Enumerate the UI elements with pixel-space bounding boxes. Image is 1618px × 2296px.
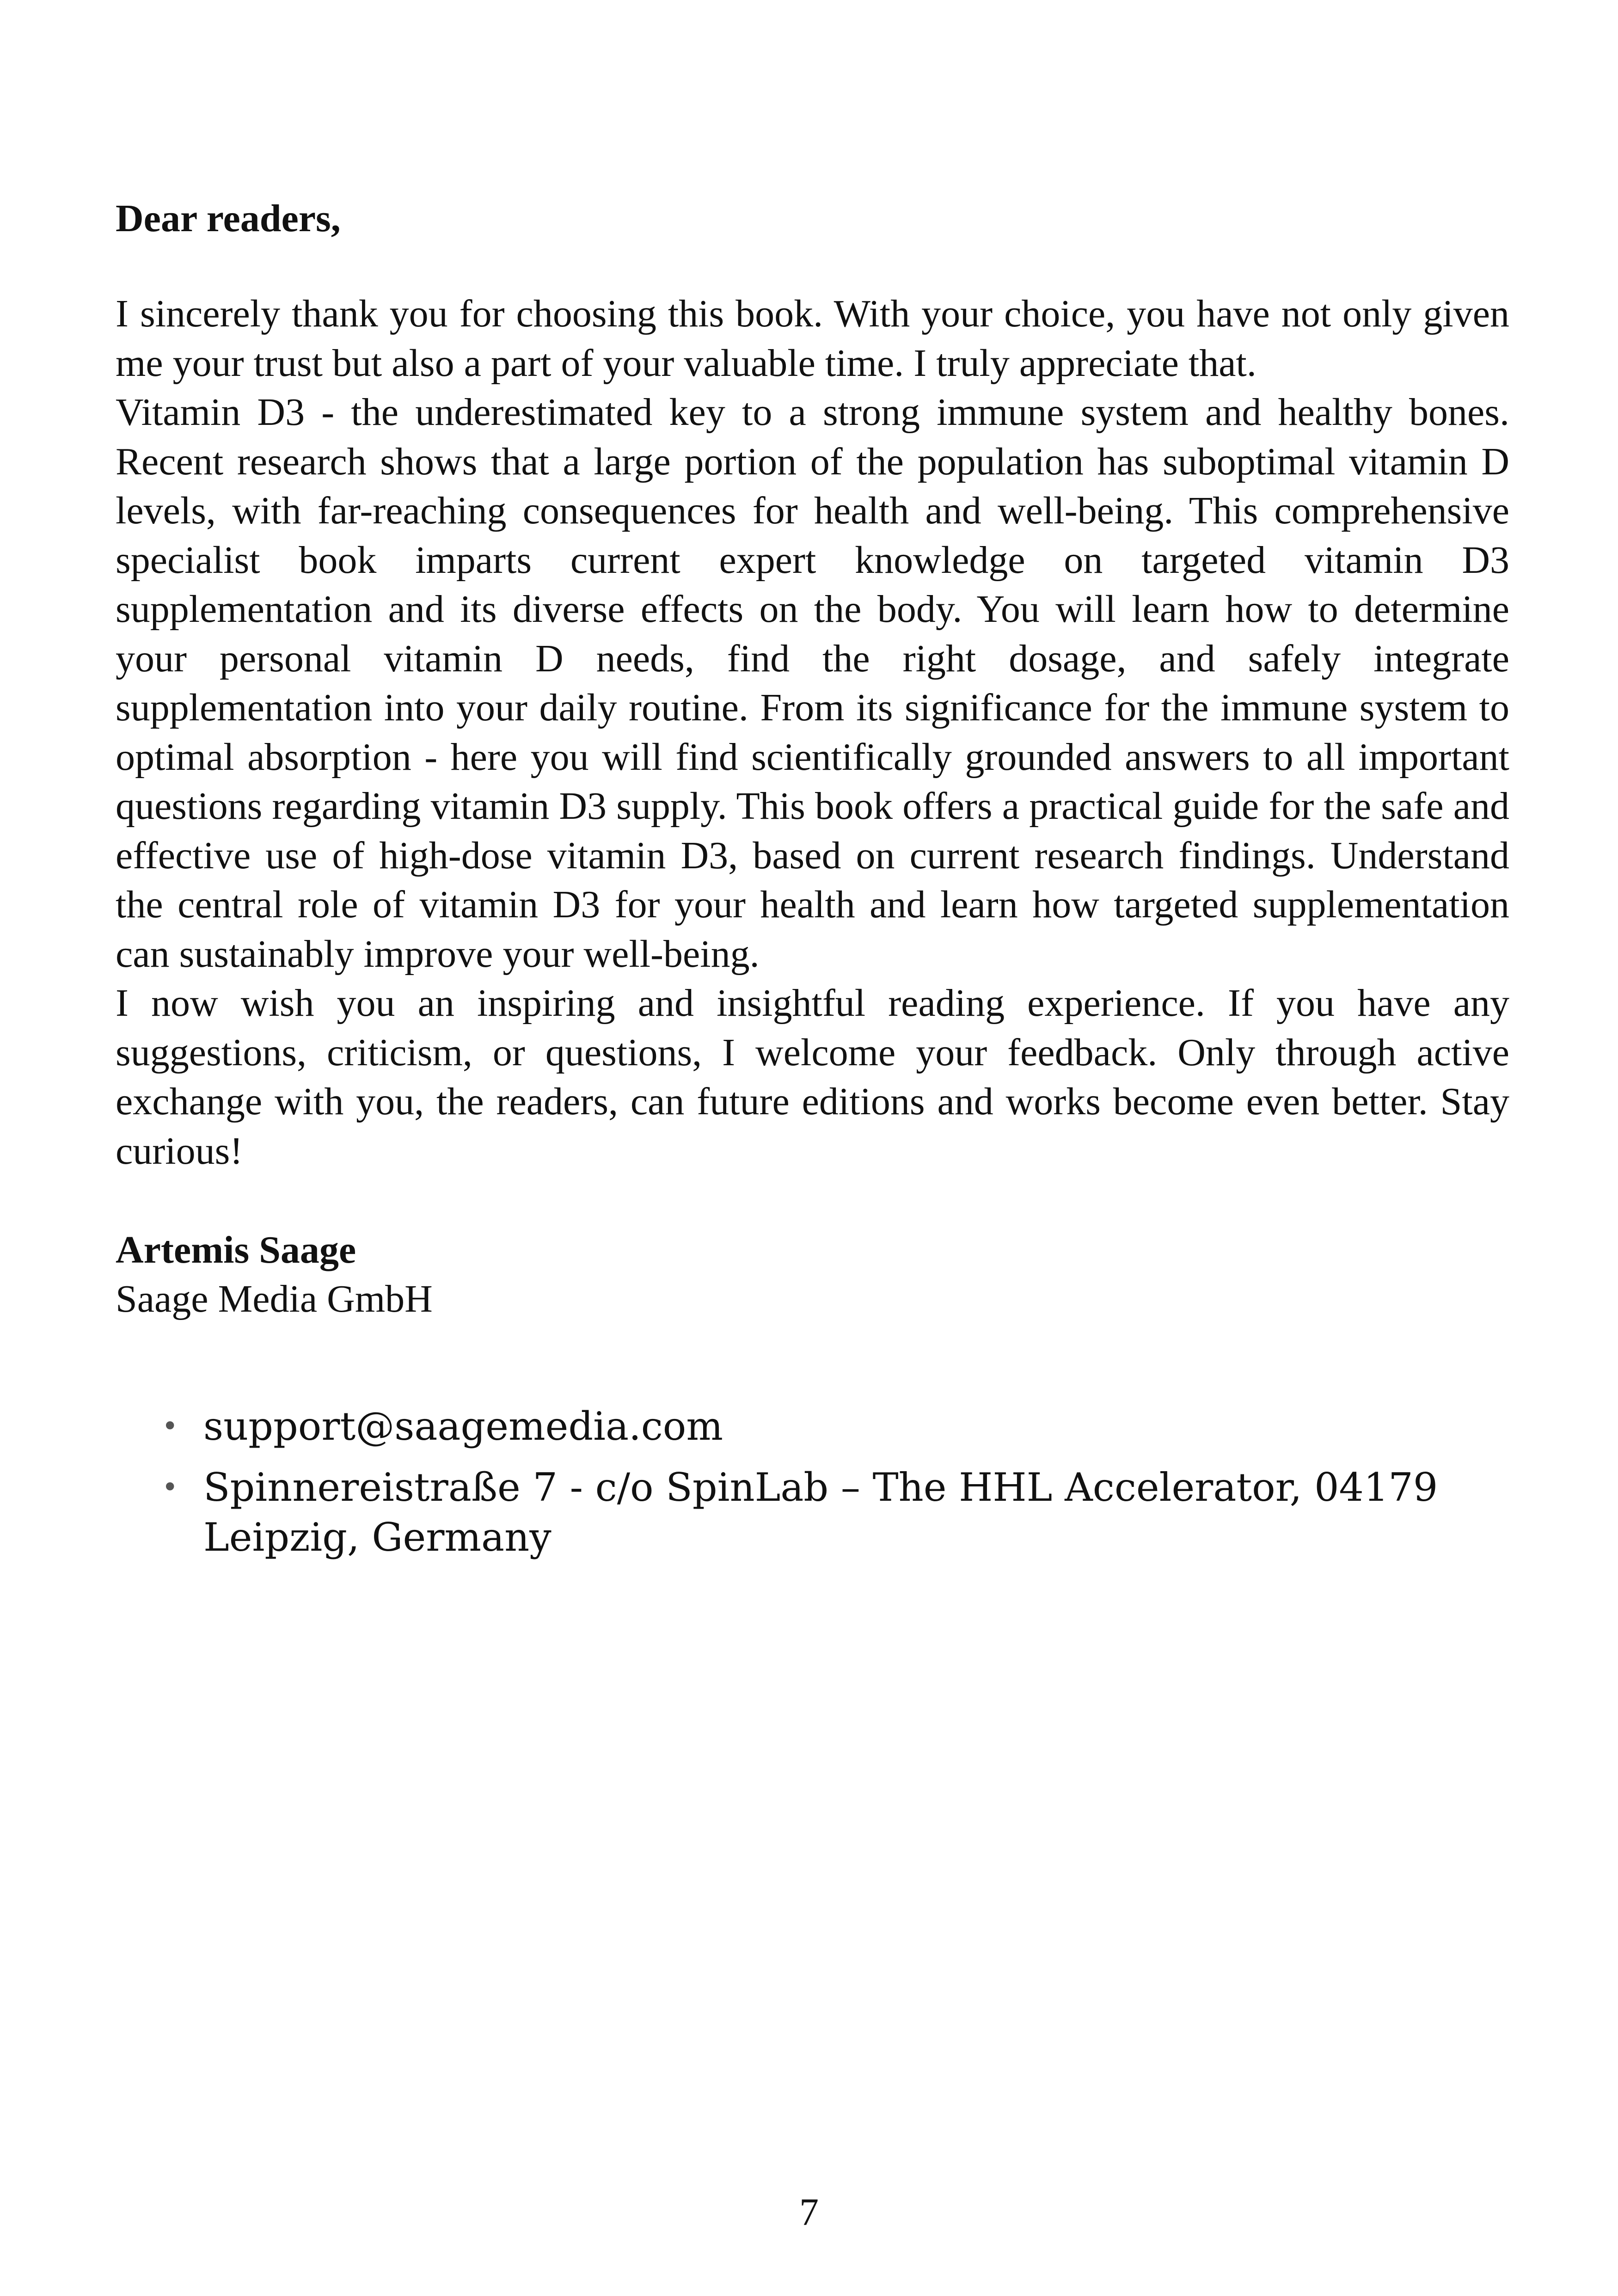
book-description-paragraph: Vitamin D3 - the underestimated key to a strong immune system and healthy bones. Recent research shows that a large portion of the population has suboptimal vitamin D levels, with far-reaching consequences for health and well-being. This comprehensive specialist book imparts current expert knowledge on targeted vitamin D3 supplementation and its diverse effects on the body. You will learn how to determine your personal vitamin D needs, find the right dosage, and safely integrate supplementation into your daily routine. From its significance for the immune system to optimal absorption - here you will find scientifically grounded answers to all important questions regarding vitamin D3 supply. This book offers a practical guide for the safe and effective use of high-dose vitamin D3, based on current research findings. Understand the central role of vitamin D3 for your health and learn how targeted supplementation can sustainably improve your well-being. bbox=[116, 391, 1509, 976]
bullet-icon: • bbox=[162, 1471, 178, 1504]
contact-address-item bbox=[116, 1462, 1509, 1562]
signature-block bbox=[116, 1226, 1509, 1324]
intro-paragraph: I sincerely thank you for choosing this book. With your choice, you have not only given me your trust but also a part of your valuable time. I truly appreciate that. bbox=[116, 292, 1509, 385]
page-number: 7 bbox=[799, 2191, 819, 2234]
contact-email-item bbox=[116, 1401, 1509, 1451]
contact-email[interactable]: support@saagemedia.com bbox=[203, 1404, 723, 1449]
contact-list bbox=[116, 1401, 1509, 1562]
author-name: Artemis Saage bbox=[116, 1228, 356, 1271]
letter-page bbox=[116, 194, 1509, 1573]
bullet-icon: • bbox=[162, 1410, 178, 1443]
closing-paragraph: I now wish you an inspiring and insightful reading experience. If you have any suggestions, criticism, or questions, I welcome your feedback. Only through active exchange with you, the readers, can future editions and works become even better. Stay curious! bbox=[116, 982, 1509, 1173]
salutation: Dear readers, bbox=[116, 197, 341, 240]
contact-address: Spinnereistraße 7 - c/o SpinLab – The HHL Accelerator, 04179 Leipzig, Germany bbox=[203, 1465, 1438, 1560]
company-name: Saage Media GmbH bbox=[116, 1277, 433, 1320]
